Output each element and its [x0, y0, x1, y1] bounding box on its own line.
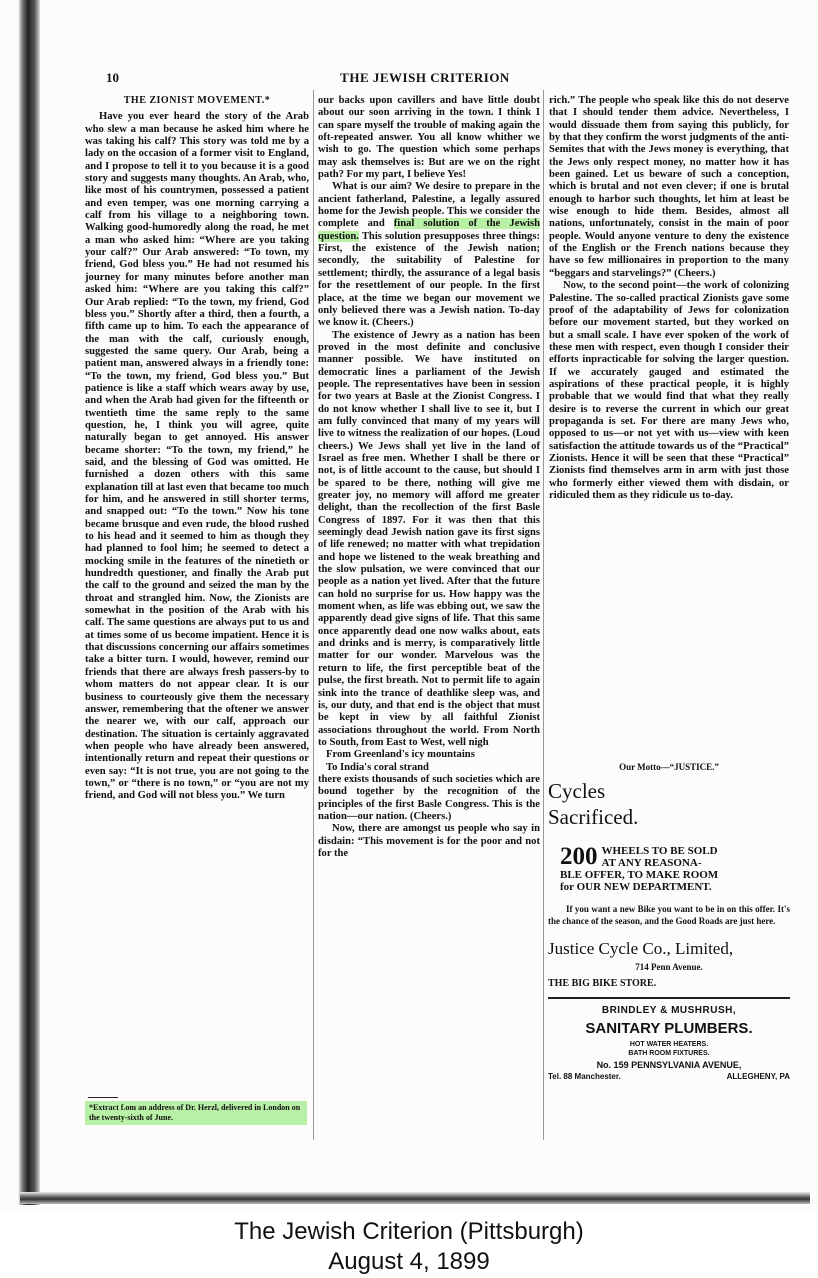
paragraph: Have you ever heard the story of the Arab who slew a man because he asked him where he was taking his calf? This story was told me by a lady on the occasion of a former visit to England, and I propose to tell it to you because it is a good story and suggests many thoughts. An Arab, who, like most of his countrymen, possessed a patient and even temper, was one morning carrying a calf from his village to a neighboring town. Walking good-humoredly along the road, he met a man who asked him: “Where are you taking your calf?” Our Arab answered: “To town, my friend, God bless you.” He had not resumed his journey for many minutes before another man asked him: “Where are you taking this calf?” Our Arab replied: “To the town, my friend, God bless you.” Shortly after a third, then a fourth, a fifth came up to him. To each the appearance of the man with the calf, curiously enough, suggested the same query. Our Arab, being a patient man, answered always in a friendly tone: “To the town, my friend, God bless you.” But patience is like a staff which wears away by use, and when the Arab had given for the fifteenth or twentieth time the same reply to the same question, he, I think you will agree, quite naturally began to get annoyed. His answer became shorter: “To the town, my friend,” he said, and the blessing of God was omitted. He furnished a dozen others with this same explanation till at last even that became too much for him, and he answered in still shorter terms, and snapped out: “To the town.” Now his tone became brusque and even rude, the blood rushed to his head and it seemed to him as though they had planned to fool him; he seemed to detect a mocking smile in the features of the ninetieth or hundredth questioner, and finally the Arab put the calf to the ground and seized the man by the throat and strangled him. Now, the Zionists are somewhat in the position of the Arab with his calf. The same questions are always put to us and at times some of us become impatient. Hence it is that discussions concerning our affairs sometimes take a bitter turn. I would, however, remind our friends that there are always fresh passers-by to whom matters do not appear clear. It is our business to courteously give them the necessary answer, remembering that the oftener we answer the nearer we, with our calf, approach our destination. The situation is certainly aggravated when people who have already been answered, intentionally return and repeat their questions or even say: “It is not true, you are not going to the town,” or “there is no town,” or “you are not my friend, and God will not bless you.” We turn [85, 111, 309, 802]
store-name: THE BIG BIKE STORE. [548, 978, 657, 989]
plumber-title: SANITARY PLUMBERS. [585, 1020, 753, 1037]
wheels-line: AT ANY REASONA- [601, 856, 702, 869]
paragraph: rich.” The people who speak like this do not deserve that I should tender them advice. Nevertheless, I would dissuade them from saying this publicly, for by that they confirm the worst judgments of the anti-Semites that with the Jews money is everything, that the Jews only respect money, no matter how it has been gained. Let us beware of such a conception, which is brutal and not even clever; if one is brutal enough to harbor such thoughts, let him at least be wise enough to hide them. Besides, almost all nations, unfortunately, consist in the main of poor people. Would anyone venture to deny the existence of the English or the French nations because they have so few millionaires in proportion to the many “beggars and starvelings?” (Cheers.) [549, 95, 789, 279]
motto: Our Motto—“JUSTICE.” [619, 762, 719, 772]
ad-divider [548, 997, 790, 999]
paragraph: Now, there are amongst us people who say in disdain: “This movement is for the poor and not for the [318, 823, 540, 859]
paragraph: The existence of Jewry as a nation has been proved in the most definite and conclusive manner possible. We have instituted on democratic lines a parliament of the Jewish people. The representatives have been in session for two years at Basle at the Zionist Congress. I do not know whether I shall live to see it, but I am fully convinced that many of my years will live to witness the realization of our hopes. (Loud cheers.) We Jews shall yet live in the land of Israel as free men. Whether I shall be there or not, is of little account to the cause, but should I be spared to be there, nothing will give me greater joy, no memory will afford me greater delight, than the recollection of the first Basle Congress of 1897. For it was then that this seemingly dead Jewish nation gave its first signs of life renewed; no matter with what trepidation and hope we listened to the weak breathing and the slow pulsation, we were convinced that our people as a nation yet lived. After that the future can hold no surprise for us. How happy was the moment when, as life was ebbing out, we saw the apparently dead give signs of life. That this same once apparently dead one now walks about, eats and drinks and is merry, is comparatively little matter for our wonder. Marvelous was the return to life, the first perceptible beat of the pulse, the first breath. Not to permit life to again sink into the trance of deathlike sleep was, and is, our duty, and that end is the object that must be kept in view by all faithful Zionist associations throughout the world. From North to South, from East to West, well nigh [318, 329, 540, 748]
paragraph: our backs upon cavillers and have little doubt about our soon arriving in the town. I think I can spare myself the trouble of making again the oft-repeated answer. You all know whither we wish to go. The question which some perhaps may ask themselves is: But are we on the right path? For my part, I believe Yes! [318, 95, 540, 181]
scan-left-edge [18, 0, 40, 1205]
column-2 [318, 95, 540, 860]
paragraph: Now, to the second point—the work of colonizing Palestine. The so-called practical Zionists gave some proof of the adaptability of Jews for colonization before our movement started, but they worked on but a small scale. I have ever spoken of the work of these men with respect, even though I consider their efforts inpracticable for solving the larger question. If we accurately gauged and estimated the aspirations of these practical people, it is highly probable that we would find that what they really desire is to reverse the current in which our great propaganda is set. For there are many Jews who, opposed to us—or not yet with us—view with keen satisfaction the attitude towards us of the “Practical” Zionists. Hence it will be seen that these “Practical” Zionists find themselves arm in arm with just those who formerly either viewed them with disdain, or ridiculed them as they ridicule us to-day. [549, 280, 789, 501]
offer-line: BLE OFFER, TO MAKE ROOM [560, 869, 719, 881]
wheels-offer [560, 844, 790, 869]
masthead: THE JEWISH CRITERION [340, 70, 510, 85]
plumber-tel: Tel. 88 Manchester. [548, 1072, 621, 1081]
wheel-count: 200 [560, 843, 598, 870]
advertisements [548, 762, 790, 1081]
page-number: 10 [106, 70, 119, 85]
cycles-headline: Sacrificed. [548, 805, 639, 829]
paragraph: there exists thousands of such societies which are bound together by the recognition of the principles of the first Basle Congress. This is the nation—our nation. (Cheers.) [318, 773, 540, 822]
plumber-contact [548, 1072, 790, 1081]
article-title: THE ZIONIST MOVEMENT.* [123, 95, 271, 106]
offer-line: for OUR NEW DEPARTMENT. [560, 881, 712, 893]
highlighted-phrase: final solution of the Jewish question. [318, 218, 541, 242]
company-address: 714 Penn Avenue. [635, 962, 703, 972]
text-run: This solution presupposes three things: First, the existence of the Jewish nation; secondly, the suitability of Palestine for settlement; thirdly, the assurance of a legal basis for the resettlement of our people. In the first place, at the time we began our movement we only believed there was a Jewish nation. To-day we know it. (Cheers.) [318, 230, 540, 329]
column-divider [543, 90, 544, 1140]
company-name: Justice Cycle Co., Limited, [548, 939, 734, 958]
text-run: What is our aim? We desire to prepare in the ancient fatherland, Palestine, a legally assured home for the Jewish people. This we consider the complete and [318, 181, 540, 230]
paragraph [318, 181, 540, 329]
caption-date: August 4, 1899 [328, 1248, 490, 1275]
column-1 [85, 95, 309, 803]
poem-line: To India's coral strand [326, 761, 429, 773]
cycles-headline: Cycles [548, 779, 606, 803]
plumber-address: No. 159 PENNSYLVANIA AVENUE, [596, 1060, 742, 1070]
footnote-highlighted: *Extract f.om an address of Dr. Herzl, delivered in London on the twenty-sixth of June. [85, 1101, 307, 1125]
plumber-city: ALLEGHENY, PA [726, 1072, 790, 1081]
bike-text: If you want a new Bike you want to be in on this offer. It's the chance of the season, and the Good Roads are just here. [548, 904, 790, 926]
column-3 [549, 95, 789, 502]
plumber-firm: BRINDLEY & MUSHRUSH, [601, 1005, 737, 1016]
caption-source: The Jewish Criterion (Pittsburgh) [234, 1218, 584, 1245]
plumber-item: BATH ROOM FIXTURES. [628, 1050, 710, 1057]
wheels-line: WHEELS TO BE SOLD [601, 844, 718, 857]
wheels-text [602, 845, 718, 869]
scan-bottom-edge [20, 1192, 810, 1204]
plumber-item: HOT WATER HEATERS. [629, 1041, 709, 1048]
column-divider [313, 90, 314, 1140]
footnote-rule [88, 1097, 118, 1098]
poem-line: From Greenland's icy mountains [326, 749, 475, 761]
